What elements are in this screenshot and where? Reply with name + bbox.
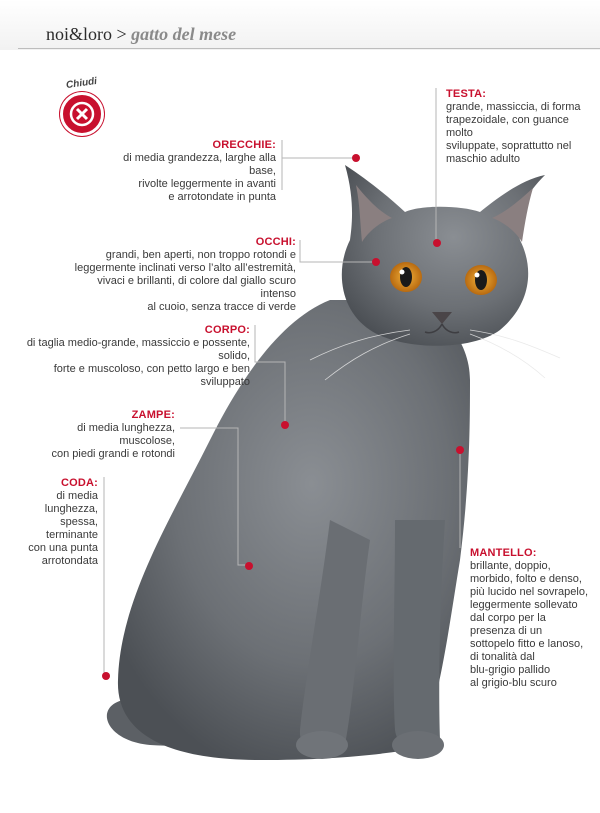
testa-line: trapezoidale, con guance molto <box>446 114 569 139</box>
occhi-line: vivaci e brillanti, di colore dal giallo scuro intenso <box>97 275 296 300</box>
orecchie-line: di media grandezza, larghe alla base, <box>123 152 276 177</box>
marker-coda <box>102 672 110 680</box>
coda-line: arrotondata <box>41 555 98 567</box>
coda-line: terminante <box>46 529 98 541</box>
orecchie-line: e arrotondate in punta <box>168 191 276 203</box>
occhi-title: OCCHI: <box>255 236 296 248</box>
mantello-line: al grigio-blu scuro <box>470 677 557 689</box>
coda-line: spessa, <box>60 516 98 528</box>
mantello-line: morbido, folto e denso, <box>470 573 582 585</box>
mantello-line: blu-grigio pallido <box>470 664 551 676</box>
occhi-line: al cuoio, senza tracce di verde <box>147 301 296 313</box>
zampe-line: con piedi grandi e rotondi <box>51 448 175 460</box>
annotation-coda <box>20 477 98 568</box>
testa-title: TESTA: <box>446 88 487 100</box>
coda-line: di media <box>56 490 98 502</box>
annotation-testa <box>446 88 596 166</box>
occhi-line: grandi, ben aperti, non troppo rotondi e <box>105 249 296 261</box>
occhi-line: leggermente inclinati verso l’alto all’estremità, <box>74 262 296 274</box>
corpo-title: CORPO: <box>204 324 250 336</box>
close-label: Chiudi <box>65 75 98 92</box>
coda-line: lunghezza, <box>44 503 98 515</box>
marker-zampe <box>245 562 253 570</box>
mantello-line: leggermente sollevato <box>470 599 578 611</box>
breadcrumb-subsection: gatto del mese <box>131 24 237 44</box>
mantello-line: di tonalità dal <box>470 651 535 663</box>
zampe-line: di media lunghezza, muscolose, <box>77 422 175 447</box>
corpo-line: forte e muscoloso, con petto largo e ben sviluppato <box>53 363 250 388</box>
mantello-line: dal corpo per la <box>470 612 546 624</box>
annotation-occhi <box>60 236 296 314</box>
mantello-line: brillante, doppio, <box>470 560 551 572</box>
zampe-title: ZAMPE: <box>131 409 175 421</box>
mantello-line: più lucido nel sovrapelo, <box>470 586 589 598</box>
marker-occhi <box>372 258 380 266</box>
annotation-zampe <box>20 409 175 461</box>
marker-mantello <box>456 446 464 454</box>
annotation-corpo <box>8 324 250 389</box>
testa-line: maschio adulto <box>446 153 520 165</box>
annotation-orecchie <box>98 139 276 204</box>
mantello-line: sottopelo fitto e lanoso, <box>470 638 584 650</box>
corpo-line: di taglia medio-grande, massiccio e possente, solido, <box>26 337 250 362</box>
mantello-line: presenza di un <box>470 625 543 637</box>
annotation-mantello <box>470 547 595 690</box>
orecchie-line: rivolte leggermente in avanti <box>138 178 276 190</box>
coda-title: CODA: <box>60 477 98 489</box>
testa-line: sviluppate, soprattutto nel <box>446 140 572 152</box>
orecchie-title: ORECCHIE: <box>212 139 276 151</box>
coda-line: con una punta <box>28 542 98 554</box>
marker-corpo <box>281 421 289 429</box>
marker-orecchie <box>352 154 360 162</box>
breadcrumb-section[interactable]: noi&loro <box>46 24 112 44</box>
marker-testa <box>433 239 441 247</box>
mantello-title: MANTELLO: <box>470 547 537 559</box>
testa-line: grande, massiccia, di forma <box>446 101 581 113</box>
breadcrumb-separator: > <box>116 24 127 44</box>
